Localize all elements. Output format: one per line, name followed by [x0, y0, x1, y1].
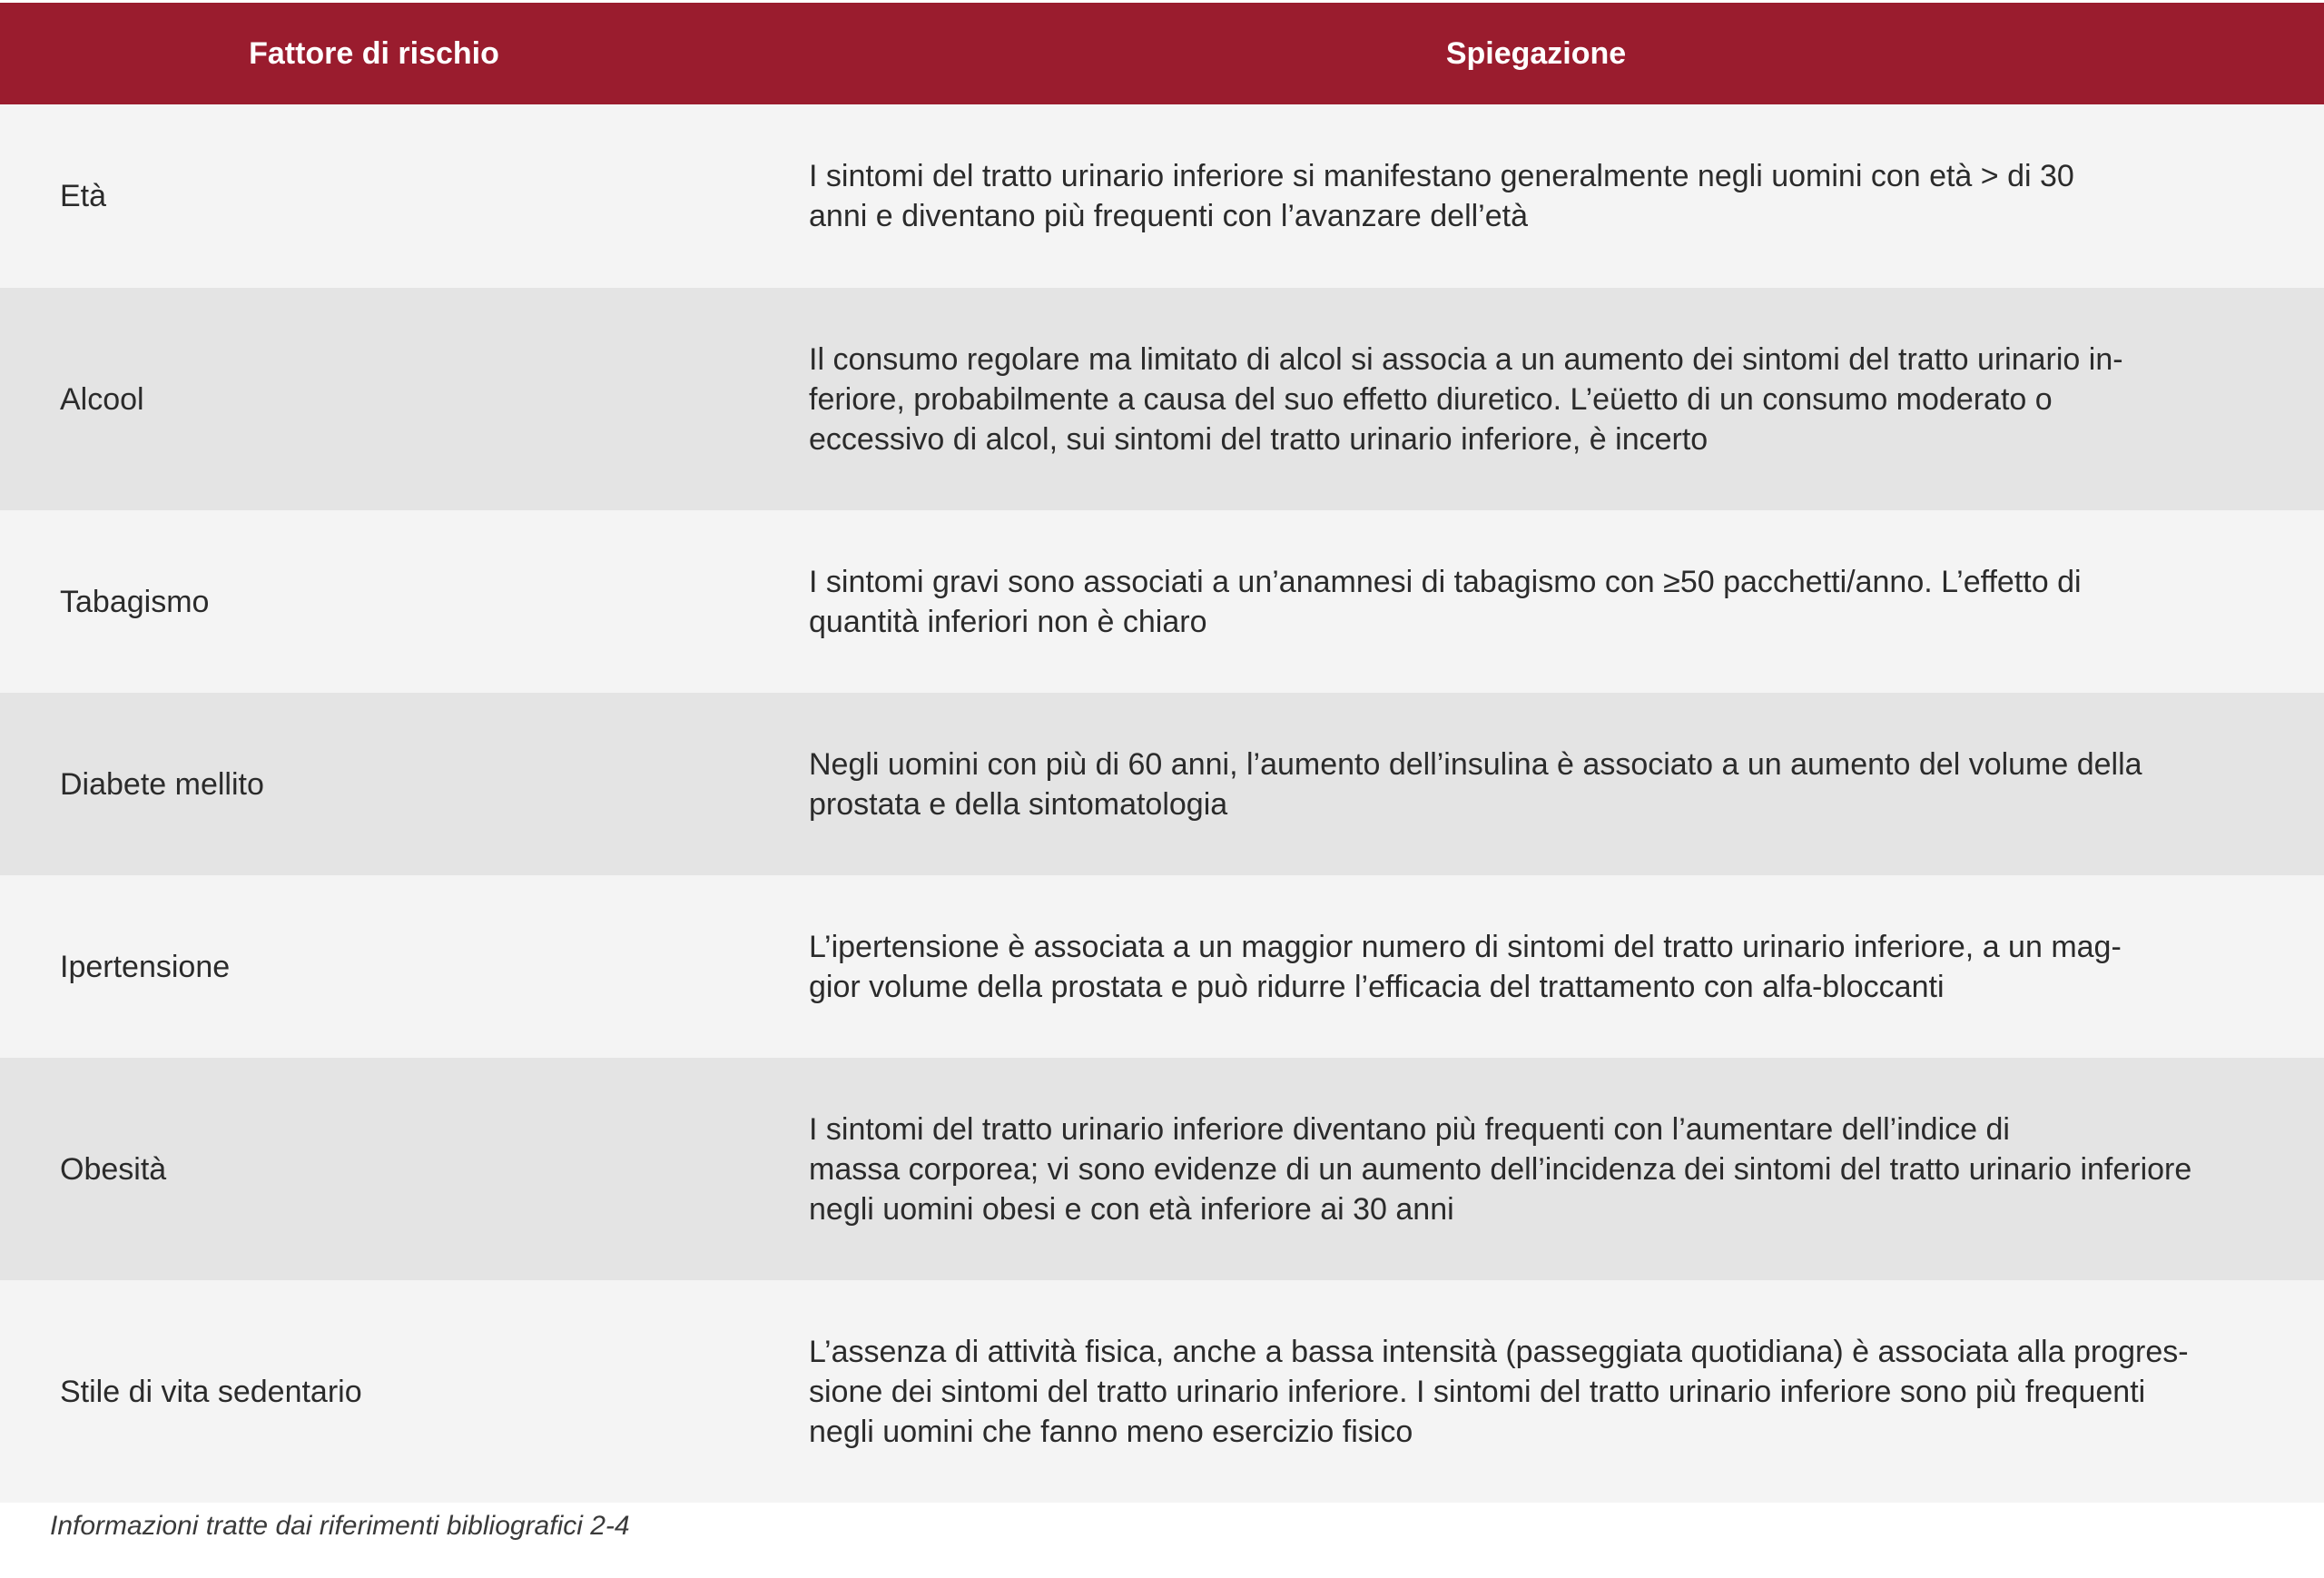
row-explanation: Il consumo regolare ma limitato di alcol si associa a un aumento dei sintomi del tratto urinario in- feriore, probabilmente a causa del suo effetto diuretico. L’eüetto di un consumo moderato o eccessivo di alcol, sui sintomi del tratto urinario inferiore, è incerto — [809, 341, 2123, 457]
row-explanation: I sintomi gravi sono associati a un’anamnesi di tabagismo con ≥50 pacchetti/anno. L’effetto di quantità inferiori non è chiaro — [809, 564, 2082, 639]
row-factor: Obesità — [60, 1151, 167, 1187]
row-factor: Diabete mellito — [60, 766, 264, 802]
row-factor: Ipertensione — [60, 949, 231, 984]
header-explanation: Spiegazione — [1445, 35, 1627, 71]
row-explanation: I sintomi del tratto urinario inferiore diventano più frequenti con l’aumentare dell’indice di massa corporea; vi sono evidenze di un aumento dell’incidenza dei sintomi del tratto urinario inferiore negli uomini obesi e con età inferiore ai 30 anni — [809, 1111, 2192, 1227]
footnote: Informazioni tratte dai riferimenti bibliografici 2-4 — [50, 1511, 630, 1541]
row-explanation: L’assenza di attività fisica, anche a bassa intensità (passeggiata quotidiana) è associata alla progres- sione dei sintomi del tratto urinario inferiore. I sintomi del tratto urinario inferiore sono più frequenti negli uomini che fanno meno esercizio fisico — [809, 1334, 2189, 1449]
table-row — [0, 510, 2324, 693]
table-row — [0, 1280, 2324, 1503]
row-factor: Tabagismo — [60, 584, 210, 619]
header-risk-factor: Fattore di rischio — [249, 35, 499, 71]
row-factor: Alcool — [60, 381, 144, 417]
table-row — [0, 693, 2324, 875]
row-explanation: L’ipertensione è associata a un maggior numero di sintomi del tratto urinario inferiore, a un mag- gior volume della prostata e può ridurre l’efficacia del trattamento con alfa-bloccanti — [809, 929, 2122, 1004]
table-row — [0, 1058, 2324, 1280]
row-factor: Età — [60, 179, 107, 213]
table-row — [0, 875, 2324, 1058]
risk-factor-table — [0, 3, 2324, 1503]
table-row — [0, 104, 2324, 288]
row-explanation: Negli uomini con più di 60 anni, l’aumento dell’insulina è associato a un aumento del volume della prostata e della sintomatologia — [809, 746, 2142, 822]
table-header — [0, 3, 2324, 104]
row-factor: Stile di vita sedentario — [60, 1374, 362, 1409]
row-explanation: I sintomi del tratto urinario inferiore si manifestano generalmente negli uomini con età > di 30 anni e diventano più frequenti con l’avanzare dell’età — [809, 159, 2074, 233]
table-row — [0, 288, 2324, 510]
